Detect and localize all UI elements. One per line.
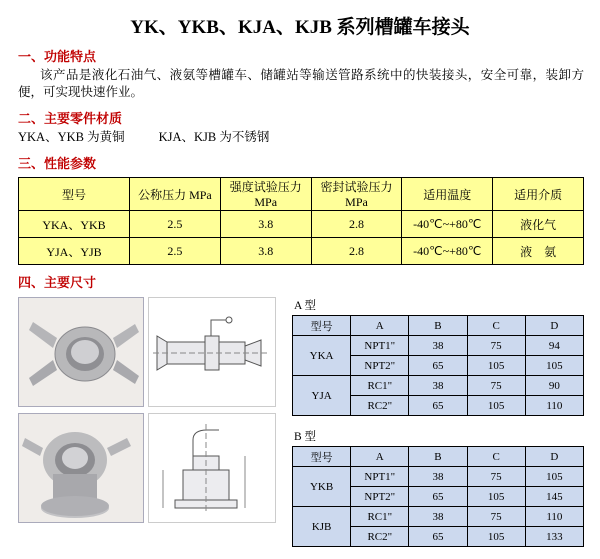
col-d: D [525,316,583,336]
cell-a: RC1" [351,376,409,396]
cell-model: YJA、YJB [19,238,130,265]
col-model: 型号 [293,316,351,336]
cell-model: KJB [293,507,351,547]
cell-b: 38 [409,376,467,396]
table-row [293,376,584,396]
cell-strength: 3.8 [220,238,311,265]
features-paragraph: 该产品是液化石油气、液氨等槽罐车、储罐站等输送管路系统中的快装接头，安全可靠，装卸方便，可实现快速作业。 [18,68,584,99]
coupling-drawing-a-image [148,297,276,407]
drawing-row-b [18,413,278,523]
drawings-column [18,297,278,529]
coupling-drawing-b-image [148,413,276,523]
col-a: A [351,447,409,467]
dimension-table-a [292,315,584,416]
coupling-photo-a-image [18,297,144,407]
cell-model: YKA、YKB [19,211,130,238]
table-row [293,507,584,527]
section-heading-features: 一、功能特点 [18,49,97,64]
section-heading-dimensions: 四、主要尺寸 [18,275,97,290]
col-c: C [467,447,525,467]
materials-brass: YKA、YKB 为黄铜 [18,130,125,144]
col-strength-pressure: 强度试验压力 MPa [220,178,311,211]
cell-model: YJA [293,376,351,416]
cell-model: YKB [293,467,351,507]
dimension-table-b [292,446,584,547]
dim-table-a-label: A 型 [294,300,317,312]
dimension-tables-column [292,297,584,559]
table-header-row [293,316,584,336]
cell-temp: -40℃~+80℃ [402,211,493,238]
table-row [293,467,584,487]
cell-seal: 2.8 [311,238,402,265]
cell-d: 145 [525,487,583,507]
cell-a: RC1" [351,507,409,527]
cell-b: 38 [409,467,467,487]
col-model: 型号 [19,178,130,211]
cell-c: 75 [467,336,525,356]
table-row [19,211,584,238]
col-model: 型号 [293,447,351,467]
cell-temp: -40℃~+80℃ [402,238,493,265]
drawing-row-a [18,297,278,407]
cell-a: RC2" [351,527,409,547]
cell-b: 65 [409,487,467,507]
cell-d: 110 [525,507,583,527]
table-header-row [293,447,584,467]
dim-table-b-label: B 型 [294,431,317,443]
materials-steel: KJA、KJB 为不锈钢 [158,130,270,144]
table-row [293,336,584,356]
table-row [19,238,584,265]
col-seal-pressure: 密封试验压力 MPa [311,178,402,211]
cell-d: 105 [525,356,583,376]
cell-b: 65 [409,356,467,376]
coupling-photo-b-image [18,413,144,523]
cell-nominal: 2.5 [130,211,221,238]
cell-c: 105 [467,356,525,376]
page-title: YK、YKB、KJA、KJB 系列槽罐车接头 [130,17,470,38]
col-a: A [351,316,409,336]
cell-c: 105 [467,396,525,416]
cell-d: 90 [525,376,583,396]
cell-medium: 液 氨 [493,238,584,265]
cell-seal: 2.8 [311,211,402,238]
cell-nominal: 2.5 [130,238,221,265]
cell-b: 38 [409,507,467,527]
cell-d: 133 [525,527,583,547]
col-d: D [525,447,583,467]
col-c: C [467,316,525,336]
cell-a: NPT1" [351,336,409,356]
cell-b: 65 [409,527,467,547]
cell-b: 65 [409,396,467,416]
col-temperature: 适用温度 [402,178,493,211]
cell-c: 75 [467,376,525,396]
col-b: B [409,447,467,467]
materials-line [18,129,584,146]
cell-a: NPT1" [351,467,409,487]
col-nominal-pressure: 公称压力 MPa [130,178,221,211]
table-header-row [19,178,584,211]
cell-a: NPT2" [351,356,409,376]
cell-c: 105 [467,487,525,507]
cell-d: 105 [525,467,583,487]
section-heading-materials: 二、主要零件材质 [18,111,123,126]
cell-c: 75 [467,467,525,487]
cell-c: 105 [467,527,525,547]
cell-d: 94 [525,336,583,356]
col-b: B [409,316,467,336]
cell-d: 110 [525,396,583,416]
cell-c: 75 [467,507,525,527]
cell-a: RC2" [351,396,409,416]
performance-table [18,177,584,265]
section-heading-performance: 三、性能参数 [18,156,97,171]
cell-a: NPT2" [351,487,409,507]
cell-model: YKA [293,336,351,376]
cell-medium: 液化气 [493,211,584,238]
cell-b: 38 [409,336,467,356]
col-medium: 适用介质 [493,178,584,211]
cell-strength: 3.8 [220,211,311,238]
